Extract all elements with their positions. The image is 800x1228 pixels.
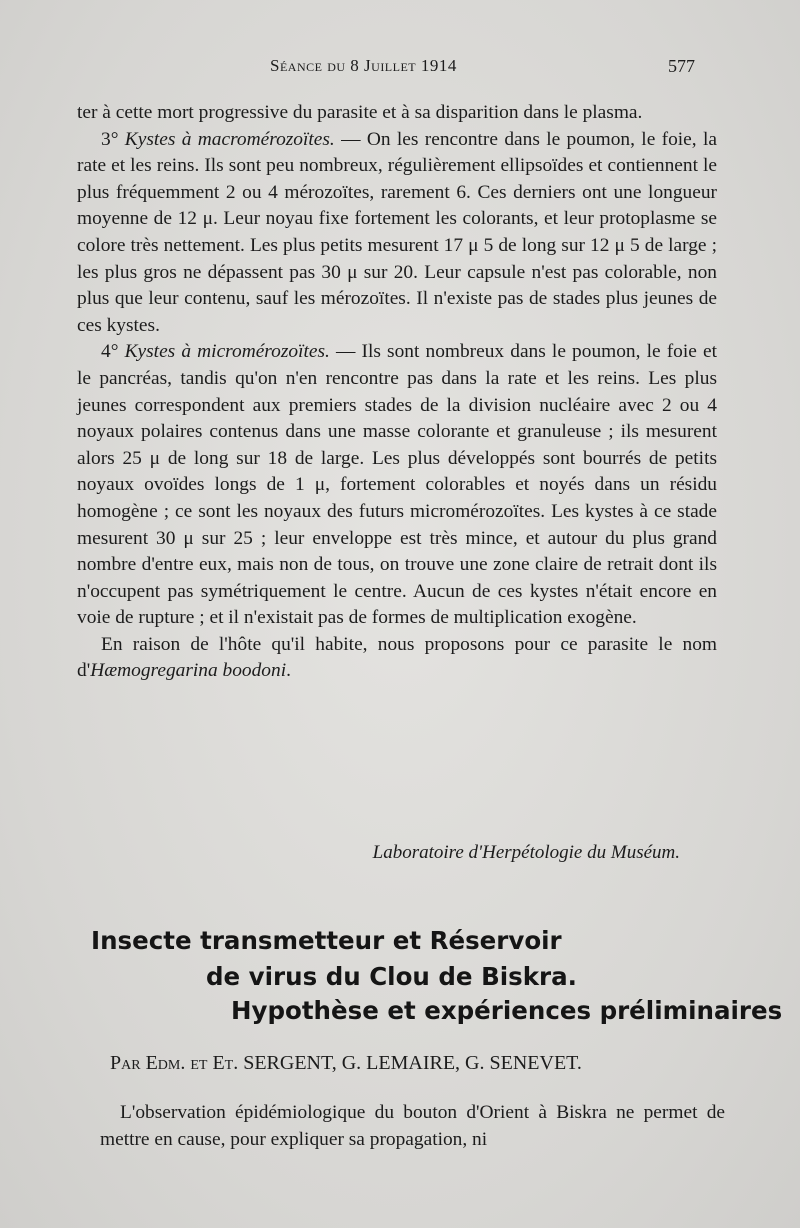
conclusion-text: En raison de l'hôte qu'il habite, nous proposons pour ce parasite le nom d' xyxy=(77,633,717,682)
paragraph-conclusion xyxy=(77,632,717,685)
item-text: — Ils sont nombreux dans le poumon, le foie et le pancréas, tandis qu'on n'en rencontre pas dans la rate et les reins. Les plus jeunes correspondent aux premiers stades de la division nucléaire avec 2 ou 4 noyaux polaires contenus dans une masse colorante et granuleuse ; ils mesurent alors 25 μ de long sur 18 de large. Les plus développés sont bourrés de petits noyaux ovoïdes longs de 1 μ, fortement colorables et noyés dans un résidu homogène ; ce sont les noyaux des futurs micromérozoïtes. Les kystes à ce stade mesurent 30 μ sur 25 ; leur enveloppe est très mince, et autour du plus grand nombre d'entre eux, mais non de tous, on trouve une zone claire de retrait dont ils n'occupent pas symétriquement le centre. Aucun de ces kystes n'était encore en voie de rupture ; et il n'existait pas de formes de multiplication exogène. xyxy=(77,341,717,629)
laboratory-credit: Laboratoire d'Herpétologie du Muséum. xyxy=(372,842,680,863)
article-opening-paragraph: L'observation épidémiologique du bouton d'Orient à Biskra ne permet de mettre en cause, pour expliquer sa propagation, ni xyxy=(100,1102,725,1150)
paragraph-micromerozoites xyxy=(77,339,717,632)
conclusion-end: . xyxy=(286,660,291,682)
item-number: 4° xyxy=(101,341,125,363)
running-head: Séance du 8 Juillet 1914 xyxy=(270,56,457,75)
authors-prefix: Par Edm. et Et. xyxy=(110,1052,244,1074)
paragraph-intro: ter à cette mort progressive du parasite et à sa disparition dans le plasma. xyxy=(77,102,643,123)
item-title: Kystes à macromérozoïtes. xyxy=(124,128,335,150)
paragraph-macromerozoites xyxy=(77,127,717,340)
item-title: Kystes à micromérozoïtes. xyxy=(124,341,330,363)
authors-line xyxy=(110,1052,582,1075)
page-header xyxy=(0,56,800,84)
item-number: 3° xyxy=(101,128,125,150)
item-text: — On les rencontre dans le poumon, le foie, la rate et les reins. Ils sont peu nombreux, régulièrement ellipsoïdes et contiennent le plus fréquemment 2 ou 4 mérozoïtes, rarement 6. Ces derniers ont une longueur moyenne de 12 μ. Leur noyau fixe fortement les colorants, et leur protoplasme se colore très nettement. Les plus petits mesurent 17 μ 5 de long sur 12 μ 5 de large ; les plus gros ne dépassent pas 30 μ sur 20. Leur capsule n'est pas colorable, non plus que leur contenu, sauf les mérozoïtes. Il n'existe pas de stades plus jeunes de ces kystes. xyxy=(77,128,717,336)
species-name: Hæmogregarina boodoni xyxy=(90,660,287,682)
article-title-line-2: de virus du Clou de Biskra. xyxy=(206,962,577,991)
article-title-line-1: Insecte transmetteur et Réservoir xyxy=(91,926,562,955)
article-body xyxy=(77,100,717,685)
page-number: 577 xyxy=(668,56,695,76)
article-title-line-3: Hypothèse et expériences préliminaires xyxy=(231,996,783,1025)
authors-names: SERGENT, G. LEMAIRE, G. SENEVET. xyxy=(243,1052,582,1074)
